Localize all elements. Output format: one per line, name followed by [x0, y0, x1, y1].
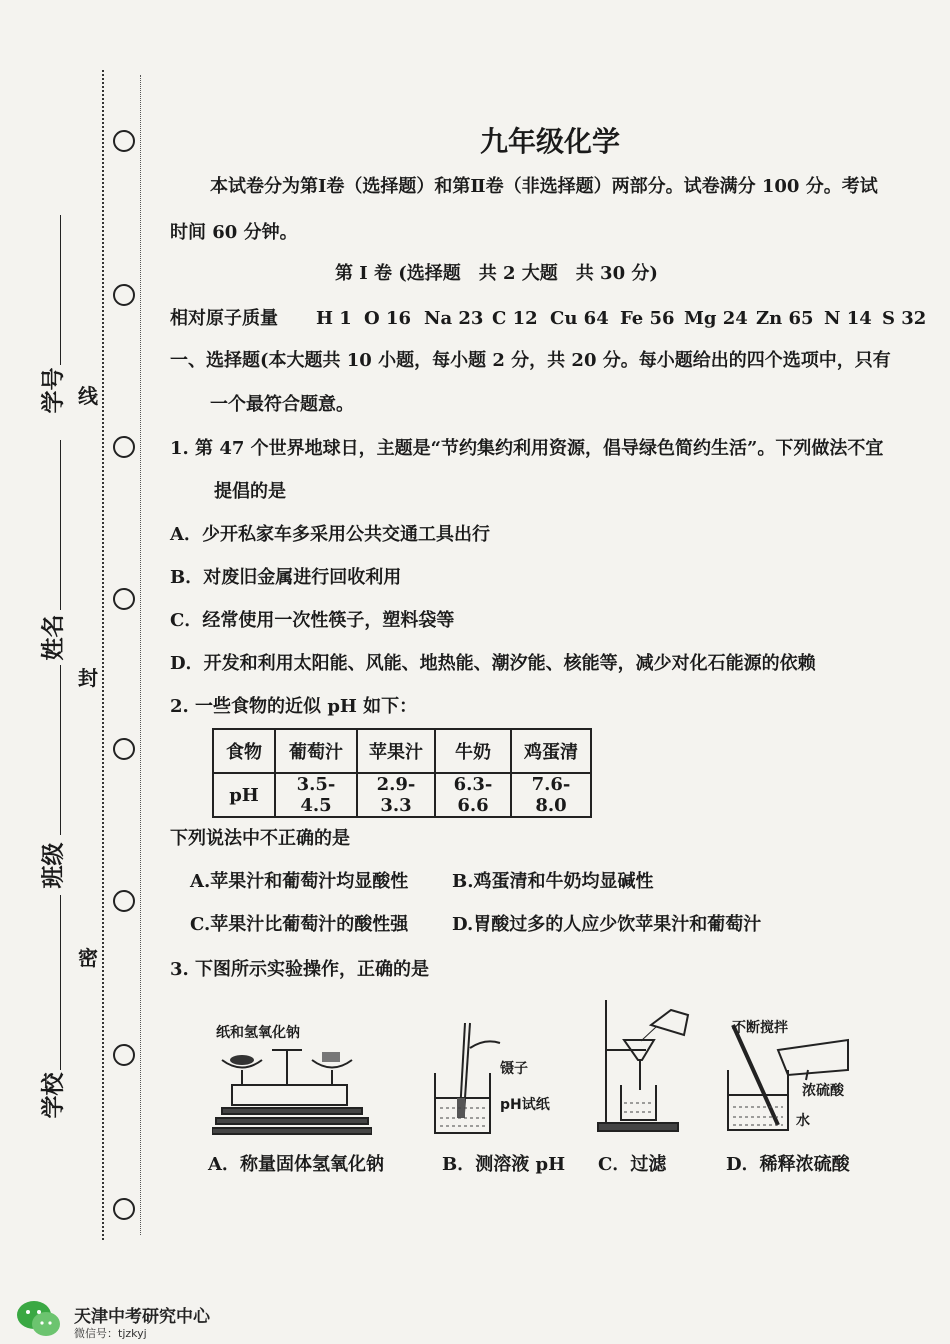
- fig-b-caption: B．测溶液 pH: [442, 1154, 566, 1175]
- atomic-mass: C 12: [492, 308, 538, 329]
- q1-option-d: D．开发和利用太阳能、风能、地热能、潮汐能、核能等，减少对化石能源的依赖: [170, 653, 816, 674]
- school-label: 学校: [40, 1072, 67, 1119]
- table-cell: pH: [213, 773, 275, 817]
- seal-char-xian: 线: [78, 384, 98, 408]
- binding-line-inner: [140, 75, 141, 1235]
- part1-instructions-1: 一、选择题(本大题共 10 小题，每小题 2 分，共 20 分。每小题给出的四个选项中，只有: [170, 350, 891, 371]
- fig-d-label-water: 水: [796, 1113, 810, 1129]
- part1-instructions-2: 一个最符合题意。: [210, 394, 354, 415]
- table-row: [213, 773, 591, 817]
- q1-option-c: C．经常使用一次性筷子，塑料袋等: [170, 610, 455, 631]
- ph-test-figure: [430, 1018, 510, 1138]
- punch-hole: [113, 738, 135, 760]
- table-cell: 2.9-3.3: [357, 773, 435, 817]
- table-header-cell: 鸡蛋清: [511, 729, 591, 773]
- q2-stem: 2. 一些食物的近似 pH 如下：: [170, 696, 418, 717]
- class-label: 班级: [40, 842, 67, 889]
- table-header-cell: 食物: [213, 729, 275, 773]
- atomic-mass: H 1: [316, 308, 352, 329]
- atomic-masses-label: 相对原子质量: [170, 308, 278, 329]
- page-title: 九年级化学: [479, 125, 620, 158]
- table-row: [213, 729, 591, 773]
- atomic-mass: Cu 64: [550, 308, 609, 329]
- footer-brand: 天津中考研究中心: [74, 1307, 210, 1327]
- intro-line-1: 本试卷分为第Ⅰ卷（选择题）和第Ⅱ卷（非选择题）两部分。试卷满分 100 分。考试: [210, 176, 878, 197]
- intro-line-2: 时间 60 分钟。: [170, 222, 298, 243]
- atomic-mass: Fe 56: [620, 308, 675, 329]
- punch-hole: [113, 436, 135, 458]
- section-header: 第 Ⅰ 卷 (选择题 共 2 大题 共 30 分): [335, 263, 658, 284]
- q1-option-a: A．少开私家车多采用公共交通工具出行: [170, 524, 490, 545]
- table-header-cell: 葡萄汁: [275, 729, 357, 773]
- name-class-line: [60, 665, 61, 835]
- fig-b-label-tweezers: 镊子: [500, 1061, 528, 1077]
- fig-c-caption: C．过滤: [598, 1154, 667, 1175]
- fig-d-label-acid: 浓硫酸: [802, 1083, 844, 1099]
- fig-a-label-paper: 纸和氢氧化钠: [216, 1025, 300, 1041]
- fig-d-caption: D．稀释浓硫酸: [726, 1154, 850, 1175]
- q2-question: 下列说法中不正确的是: [170, 828, 350, 849]
- wechat-icon: [16, 1298, 62, 1340]
- q1-option-b: B．对废旧金属进行回收利用: [170, 567, 402, 588]
- atomic-mass: O 16: [364, 308, 411, 329]
- balance-figure: [212, 1030, 372, 1140]
- fig-a-caption: A．称量固体氢氧化钠: [208, 1154, 384, 1175]
- student-id-label: 学号: [40, 367, 67, 414]
- atomic-mass: Mg 24: [684, 308, 748, 329]
- q1-stem-2: 提倡的是: [214, 481, 286, 502]
- q2-option-b: B.鸡蛋清和牛奶均显碱性: [452, 871, 654, 892]
- q2-option-d: D.胃酸过多的人应少饮苹果汁和葡萄汁: [452, 914, 762, 935]
- q2-option-a: A.苹果汁和葡萄汁均显酸性: [190, 871, 409, 892]
- name-label: 姓名: [40, 614, 67, 661]
- student-id-line: [60, 215, 61, 365]
- binding-line-outer: [102, 70, 104, 1240]
- table-header-cell: 苹果汁: [357, 729, 435, 773]
- fig-d-label-stir: 不断搅拌: [732, 1020, 788, 1036]
- fig-b-label-ph-paper: pH试纸: [500, 1097, 550, 1113]
- seal-char-feng: 封: [78, 666, 98, 690]
- student-id-name-line: [60, 440, 61, 610]
- filtration-figure: [596, 995, 696, 1135]
- atomic-mass: N 14: [824, 308, 872, 329]
- punch-hole: [113, 1044, 135, 1066]
- atomic-mass: S 32: [882, 308, 927, 329]
- atomic-mass: Zn 65: [756, 308, 814, 329]
- table-cell: 7.6-8.0: [511, 773, 591, 817]
- q3-stem: 3. 下图所示实验操作，正确的是: [170, 959, 430, 980]
- q2-option-c: C.苹果汁比葡萄汁的酸性强: [190, 914, 409, 935]
- atomic-mass: Na 23: [424, 308, 484, 329]
- table-header-cell: 牛奶: [435, 729, 511, 773]
- punch-hole: [113, 284, 135, 306]
- punch-hole: [113, 890, 135, 912]
- table-cell: 6.3-6.6: [435, 773, 511, 817]
- seal-char-mi: 密: [78, 946, 98, 970]
- class-school-line: [60, 895, 61, 1070]
- table-cell: 3.5-4.5: [275, 773, 357, 817]
- punch-hole: [113, 588, 135, 610]
- footer-wechat-id: 微信号：tjzkyj: [74, 1327, 147, 1340]
- ph-table: [212, 728, 592, 818]
- punch-hole: [113, 1198, 135, 1220]
- q1-stem-1: 1. 第 47 个世界地球日，主题是“节约集约利用资源，倡导绿色简约生活”。下列做法不宜: [170, 438, 884, 459]
